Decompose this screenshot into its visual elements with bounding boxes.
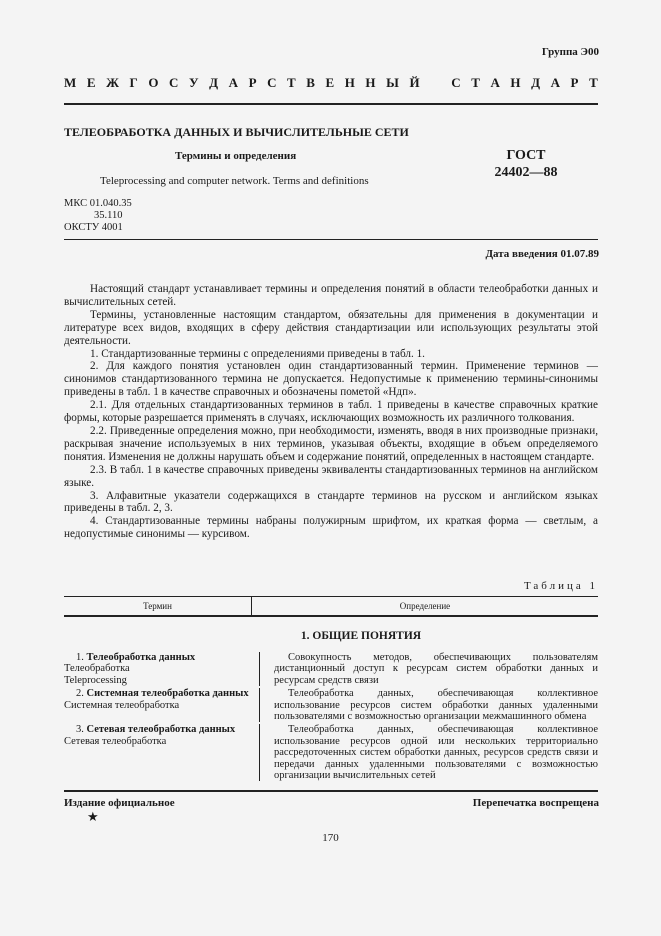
header-letter: Ы — [386, 75, 399, 90]
paragraph: 1. Стандартизованные термины с определениями приведены в табл. 1. — [90, 347, 425, 360]
table-label: Таблица 1 — [523, 580, 598, 592]
page-number: 170 — [322, 832, 339, 844]
header-letter: О — [148, 75, 159, 90]
column-header-definition: Определение — [399, 601, 451, 611]
reprint-notice: Перепечатка воспрещена — [472, 797, 599, 809]
term-cell — [64, 652, 259, 686]
header-letter: Д — [209, 75, 219, 90]
paragraph: Настоящий стандарт устанавливает термины и определения понятий в области телеобработки данных и вычислительных сетей. — [64, 283, 598, 308]
column-header-term: Термин — [64, 597, 252, 615]
group-code: Группа Э00 — [541, 46, 599, 58]
definition-text: Телеобработка данных, обеспечивающая коллективное использование ресурсов систем обработки данных удаленными пользователями с возможностью организации межмашинного обмена — [274, 688, 598, 723]
definition-cell — [259, 688, 598, 722]
header-letter: А — [228, 75, 238, 90]
definition-cell — [259, 724, 598, 781]
term-short-form: Системная телеобработка — [64, 699, 180, 711]
term-number: 2. — [76, 688, 84, 700]
header-interstate-standard — [64, 75, 598, 91]
body-text — [64, 283, 598, 541]
header-letter: Й — [409, 75, 420, 90]
okstu-code: ОКСТУ 4001 — [64, 222, 123, 233]
header-letter: Р — [248, 75, 257, 90]
table-row — [64, 652, 598, 686]
mks-code-1: МКС 01.040.35 — [64, 198, 132, 209]
term-number: 1. — [76, 652, 84, 663]
term-english: Teleprocessing — [64, 674, 127, 686]
header-letter: Н — [344, 75, 355, 90]
document-title: ТЕЛЕОБРАБОТКА ДАННЫХ И ВЫЧИСЛИТЕЛЬНЫЕ СЕТИ — [64, 125, 409, 139]
header-letter: Т — [471, 75, 480, 90]
paragraph: Термины, установленные настоящим стандартом, обязательны для применения в документации и литературе всех видов, входящих в сферу действия стандартизации или использующих результаты этой деятельности. — [64, 308, 598, 347]
gost-code: 24402—88 — [494, 165, 558, 180]
gost-label: ГОСТ — [506, 148, 546, 163]
header-letter: Н — [510, 75, 521, 90]
header-letter: Т — [589, 75, 598, 90]
footer-rule — [64, 790, 598, 792]
definition-cell — [259, 652, 598, 686]
header-letter: С — [267, 75, 277, 90]
term-short-form: Сетевая телеобработка — [64, 735, 167, 747]
definition-text: Совокупность методов, обеспечивающих пользователям дистанционный доступ к ресурсам систем обработки данных и ресурсам средств связи — [274, 652, 598, 686]
header-letter: М — [64, 75, 77, 90]
header-letter: Р — [570, 75, 579, 90]
header-letter: А — [490, 75, 500, 90]
header-rule — [64, 103, 598, 105]
english-title: Teleprocessing and computer network. Terms and definitions — [100, 175, 369, 187]
official-edition: Издание официальное — [64, 797, 175, 809]
term-name: Сетевая телеобработка данных — [86, 724, 236, 736]
paragraph: 4. Стандартизованные термины набраны полужирным шрифтом, их краткая форма — светлым, а недопустимые синонимы — курсивом. — [64, 515, 598, 541]
divider — [64, 239, 598, 240]
effective-date: Дата введения 01.07.89 — [485, 248, 599, 260]
paragraph: 2.2. Приведенные определения можно, при необходимости, изменять, вводя в них производные признаки, раскрывая значение используемых в них терминов, указывая объекты, входящие в объем определяемого понятия. Изменения не должны нарушать объем и содержание понятий, определенных в настоящем стандарте. — [64, 424, 598, 463]
header-letter: Т — [287, 75, 296, 90]
term-short-form: Телеобработка — [64, 663, 130, 675]
table-row — [64, 724, 598, 781]
header-letter: Н — [365, 75, 376, 90]
term-number: 3. — [76, 724, 84, 736]
paragraph: 3. Алфавитные указатели содержащихся в стандарте терминов на русском и английском языках приведены в табл. 2, 3. — [64, 489, 598, 515]
paragraph: 2.3. В табл. 1 в качестве справочных приведены эквиваленты стандартизованных терминов на английском языке. — [64, 463, 598, 489]
term-name: Системная телеобработка данных — [86, 688, 249, 700]
header-letter: А — [550, 75, 560, 90]
paragraph: 2. Для каждого понятия установлен один стандартизованный термин. Применение терминов — синонимов стандартизованного термина не допускается. Недопустимые к применению термины-синонимы приведены в табл. 1 в качестве справочных и обозначены пометой «Ндп». — [64, 360, 598, 399]
header-letter: С — [451, 75, 461, 90]
term-cell — [64, 724, 259, 781]
header-letter: В — [306, 75, 315, 90]
section-heading: 1. ОБЩИЕ ПОНЯТИЯ — [300, 630, 422, 642]
header-letter: Г — [129, 75, 138, 90]
term-name: Телеобработка данных — [86, 652, 196, 663]
header-letter: Е — [86, 75, 96, 90]
header-letter: Д — [531, 75, 541, 90]
header-letter: У — [188, 75, 199, 90]
document-subtitle: Термины и определения — [175, 150, 297, 162]
header-letter: Е — [325, 75, 335, 90]
header-letter: С — [169, 75, 179, 90]
gost-number — [480, 147, 572, 181]
definition-text: Телеобработка данных, обеспечивающая коллективное использование ресурсов одной или нескольких территориально рассредоточенных систем обработки данных, ресурсов средств связи и передачи данных удаленными пользователями с возможностью организации вычислительных сетей — [274, 724, 598, 782]
table-header — [64, 596, 598, 617]
paragraph: 2.1. Для отдельных стандартизованных терминов в табл. 1 приведены в качестве справочных краткие формы, которые разрешается применять в случаях, исключающих возможность их различного толкования. — [64, 399, 598, 425]
classification-codes — [64, 198, 132, 234]
term-cell — [64, 688, 259, 722]
terms-table — [64, 596, 598, 781]
table-row — [64, 688, 598, 722]
header-letter: Ж — [106, 75, 119, 90]
star-icon: ★ — [87, 809, 99, 824]
mks-code-2: 35.110 — [94, 210, 123, 221]
